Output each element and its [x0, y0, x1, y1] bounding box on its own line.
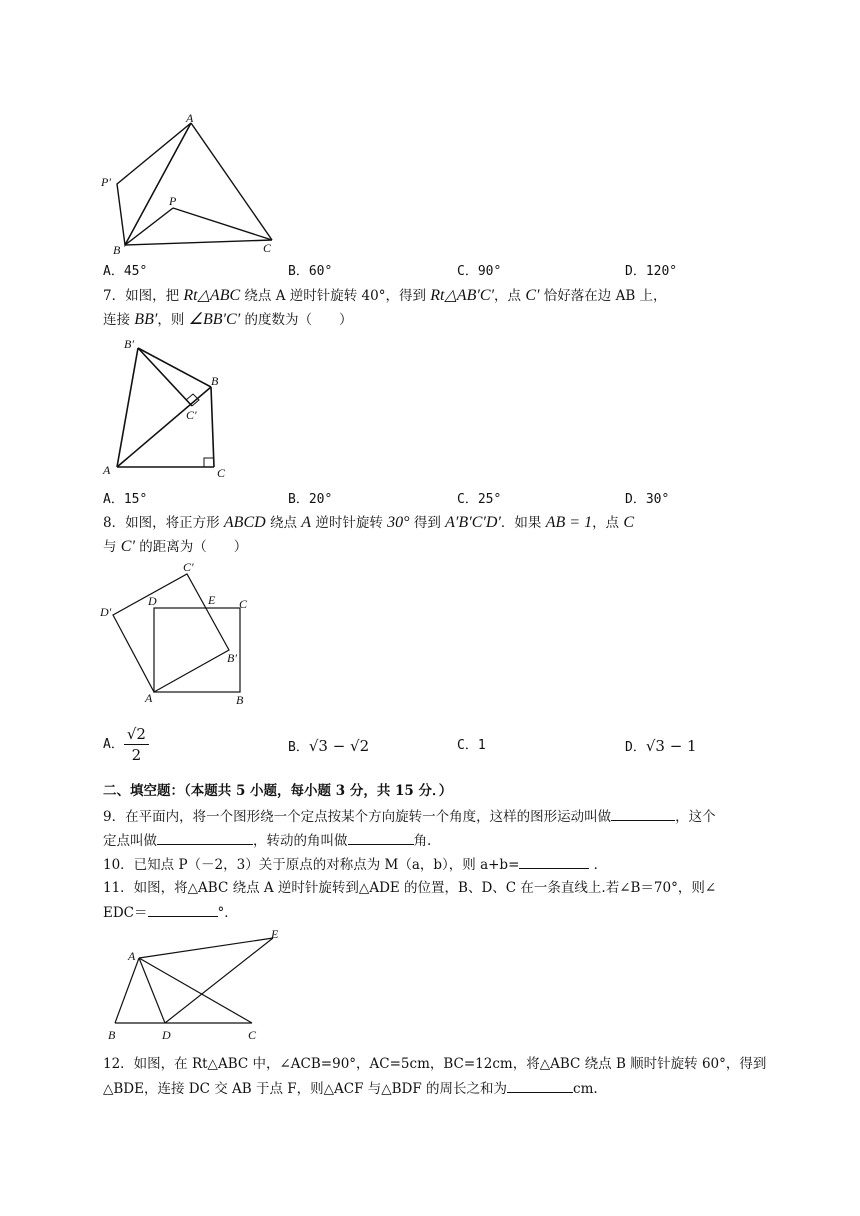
label-c-prime: C′ — [183, 560, 194, 574]
label-d: D — [162, 1028, 171, 1042]
q8-option-b[interactable]: B．√3 − √2 — [288, 737, 370, 755]
segment-bc — [125, 240, 272, 245]
q8-option-d[interactable]: D．√3 − 1 — [625, 737, 697, 755]
label-e: E — [271, 927, 279, 941]
label-b-prime: B′ — [124, 337, 134, 351]
segment-ae — [139, 938, 273, 958]
triangle-abp-prime — [117, 123, 191, 245]
q11-line1: 11．如图，将△ABC 绕点 A 逆时针旋转到△ADE 的位置，B、D、C 在一条直线上.若∠B＝70°，则∠ — [103, 880, 717, 896]
segment-ab — [125, 123, 191, 245]
q6-option-d[interactable]: D．120° — [625, 264, 678, 279]
label-c: C — [263, 241, 272, 255]
label-e: E — [208, 593, 216, 607]
q7-option-b[interactable]: B．20° — [288, 492, 333, 507]
square-a-prime-b-prime-c-prime-d-prime — [113, 574, 229, 692]
label-b: B — [108, 1028, 116, 1042]
label-d: D — [148, 594, 157, 608]
q7-option-c[interactable]: C．25° — [457, 492, 502, 507]
label-a: A — [128, 949, 136, 963]
q10-blank[interactable] — [519, 854, 589, 869]
label-c: C — [217, 466, 226, 480]
segment-ab-prime — [117, 348, 138, 467]
label-c: C — [248, 1028, 257, 1042]
right-angle-mark-c — [204, 458, 214, 467]
label-a: A — [103, 463, 111, 477]
q9-line2: 定点叫做 ，转动的角叫做 角. — [103, 830, 431, 851]
q8-line1: 8．如图，将正方形 ABCD 绕点 A 逆时针旋转 30° 得到 A′B′C′D′．如果 AB = 1，点 C — [103, 514, 635, 531]
segment-pb — [125, 208, 173, 245]
section-title-fill-in: 二、填空题：（本题共 5 小题，每小题 3 分，共 15 分．） — [103, 783, 453, 799]
segment-ac — [191, 123, 272, 240]
q7-option-d[interactable]: D．30° — [625, 492, 670, 507]
q6-option-c[interactable]: C．90° — [457, 264, 502, 279]
q9-blank-2[interactable] — [157, 830, 253, 845]
q9-line1: 9．在平面内，将一个图形绕一个定点按某个方向旋转一个角度，这样的图形运动叫做 ，这个 — [103, 806, 716, 827]
segment-pc — [173, 208, 272, 240]
q9-blank-3[interactable] — [348, 830, 414, 845]
label-c: C — [239, 597, 248, 611]
q9-blank-1[interactable] — [611, 806, 675, 821]
figure-q8 — [98, 558, 263, 708]
q10-line: 10．已知点 P（－2，3）关于原点的对称点为 M（a，b），则 a+b= ． — [103, 854, 607, 875]
label-c-prime: C′ — [186, 408, 197, 422]
figure-q11 — [100, 926, 290, 1044]
q7-option-a[interactable]: A．15° — [103, 492, 148, 507]
label-b: B — [236, 693, 244, 707]
label-p: P — [169, 194, 177, 208]
segment-de — [165, 938, 273, 1023]
label-a: A — [145, 691, 153, 705]
q7-line1: 7．如图，把 Rt△ABC 绕点 A 逆时针旋转 40°，得到 Rt△AB′C′，点 C′ 恰好落在边 AB 上， — [103, 287, 667, 304]
label-b: B — [113, 243, 121, 257]
q8-option-c[interactable]: C．1 — [457, 738, 486, 753]
figure-q6 — [95, 112, 285, 257]
label-p-prime: P′ — [101, 175, 111, 189]
q7-line2: 连接 BB′，则 ∠BB′C′ 的度数为（ ） — [103, 311, 353, 328]
label-b-prime: B′ — [227, 651, 237, 665]
label-d-prime: D′ — [100, 605, 112, 619]
q12-blank[interactable] — [507, 1078, 573, 1093]
segment-ab — [117, 387, 211, 467]
label-a: A — [186, 112, 194, 125]
segment-b-prime-c-prime — [138, 348, 192, 406]
segment-ab — [115, 958, 139, 1023]
label-b: B — [211, 374, 219, 388]
square-abcd — [154, 608, 240, 692]
right-angle-mark-c-prime — [186, 394, 199, 406]
segment-ad — [139, 958, 165, 1023]
segment-b-prime-b — [138, 348, 211, 387]
q12-line1: 12．如图，在 Rt△ABC 中，∠ACB=90°，AC=5cm，BC=12cm，将△ABC 绕点 B 顺时针旋转 60°，得到 — [103, 1056, 767, 1072]
segment-bc — [211, 387, 214, 467]
q8-line2: 与 C′ 的距离为（ ） — [103, 538, 248, 555]
q11-line2: EDC＝ °． — [103, 902, 238, 923]
q6-option-a[interactable]: A．45° — [103, 264, 148, 279]
figure-q7 — [98, 334, 238, 482]
q8-option-a[interactable]: A． $\frac{√2}{2}$ — [103, 724, 149, 765]
q11-blank[interactable] — [148, 902, 218, 917]
q6-option-b[interactable]: B．60° — [288, 264, 333, 279]
q12-line2: △BDE，连接 DC 交 AB 于点 F，则△ACF 与△BDF 的周长之和为 cm. — [103, 1078, 598, 1099]
